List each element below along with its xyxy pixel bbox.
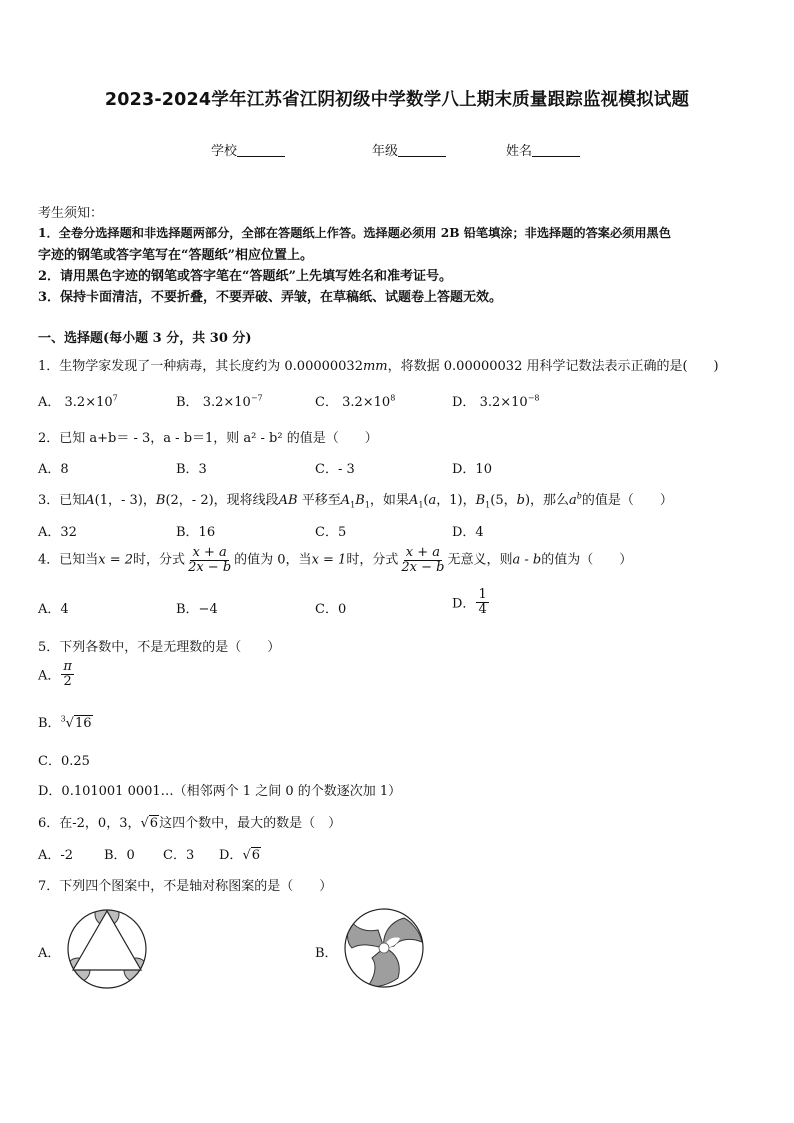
q6-option-d[interactable]: D．√6 — [219, 848, 261, 863]
q5-option-c[interactable]: C．0.25 — [38, 754, 90, 769]
q3-option-a[interactable]: A．32 — [38, 525, 77, 540]
section-heading: 一、选择题(每小题 3 分，共 30 分) — [38, 331, 252, 346]
q7-figure-a[interactable] — [64, 908, 150, 990]
notice-item-1a: 1．全卷分选择题和非选择题两部分，全部在答题纸上作答。选择题必须用 2B 铅笔填涂；非选择题的答案必须用黑色 — [38, 226, 671, 240]
q2-option-a[interactable]: A．8 — [38, 462, 69, 477]
q7-figure-b[interactable] — [342, 908, 426, 988]
q7-option-a-label[interactable]: A． — [38, 946, 61, 961]
notice-heading: 考生须知： — [38, 206, 104, 221]
q3-option-c[interactable]: C．5 — [315, 525, 347, 540]
name-field: 姓名 — [506, 140, 580, 159]
q3-option-b[interactable]: B．16 — [176, 525, 216, 540]
q2-option-b[interactable]: B．3 — [176, 462, 207, 477]
school-blank — [237, 144, 285, 157]
q7-option-b-label[interactable]: B． — [315, 946, 338, 961]
school-field: 学校 — [211, 140, 285, 159]
q6-option-b[interactable]: B．0 — [104, 848, 135, 863]
question-4-stem: 4．已知当x = 2时，分式 $\frac{x + a}{2x - b}$ 的值为 0，当x = 1时，分式 $\frac{x + a}{2x - b}$ 无意义，则a - b的值为（ ） — [38, 545, 633, 575]
q2-option-d[interactable]: D．10 — [452, 462, 492, 477]
triangle — [73, 911, 141, 970]
question-2-stem: 2．已知 a+b＝ - 3，a - b＝1，则 a² - b² 的值是（ ） — [38, 431, 378, 446]
q4-option-a[interactable]: A．4 — [38, 602, 69, 617]
notice-item-1b: 字迹的钢笔或答字笔写在“答题纸”相应位置上。 — [38, 248, 313, 263]
question-6-stem: 6．在-2，0，3，√6这四个数中，最大的数是（ ） — [38, 816, 342, 831]
q4-option-b[interactable]: B．−4 — [176, 602, 218, 617]
notice-item-3: 3．保持卡面清洁，不要折叠，不要弄破、弄皱，在草稿纸、试题卷上答题无效。 — [38, 290, 503, 305]
question-1-stem: 1．生物学家发现了一种病毒，其长度约为 0.00000032mm，将数据 0.00000032 用科学记数法表示正确的是( ) — [38, 359, 719, 374]
center-hub — [379, 943, 389, 953]
q1-option-d[interactable]: D． $3.2\times 10^{-8}$ — [452, 393, 540, 410]
q5-option-a[interactable]: A． $\frac{\pi}{2}$ — [38, 659, 72, 689]
fraction: $\frac{1}{4}$ — [478, 587, 487, 617]
q2-option-c[interactable]: C．- 3 — [315, 462, 355, 477]
radical-icon: √ — [65, 716, 74, 731]
question-3-stem: 3．已知A(1，- 3)，B(2，- 2)，现将线段AB 平移至$A_1B_1$，如果$A_1(a$，1)，$B_1(5$，b)，那么$a^b$的值是（ ） — [38, 491, 673, 510]
radical-icon: √ — [242, 848, 251, 863]
notice-item-2: 2．请用黑色字迹的钢笔或答字笔在“答题纸”上先填写姓名和准考证号。 — [38, 269, 453, 284]
q1-option-b[interactable]: B． $3.2\times 10^{-7}$ — [176, 393, 263, 410]
name-blank — [532, 144, 580, 157]
grade-field: 年级 — [372, 140, 446, 159]
q5-option-b[interactable]: B．$^3$√16 — [38, 714, 92, 731]
fraction: $\frac{x + a}{2x - b}$ — [401, 545, 445, 575]
fraction: $\frac{x + a}{2x - b}$ — [188, 545, 232, 575]
q1-option-a[interactable]: A． $3.2\times 10^7$ — [38, 393, 118, 410]
grade-blank — [398, 144, 446, 157]
q6-option-a[interactable]: A．-2 — [38, 848, 74, 863]
q1-option-c[interactable]: C． $3.2\times 10^8$ — [315, 393, 396, 410]
q6-option-c[interactable]: C．3 — [163, 848, 195, 863]
question-5-stem: 5．下列各数中，不是无理数的是（ ） — [38, 640, 281, 655]
q4-option-c[interactable]: C．0 — [315, 602, 347, 617]
question-7-stem: 7．下列四个图案中，不是轴对称图案的是（ ） — [38, 879, 333, 894]
fraction: $\frac{\pi}{2}$ — [63, 659, 72, 689]
radical-icon: √ — [140, 816, 149, 831]
q3-option-d[interactable]: D．4 — [452, 525, 484, 540]
q5-option-d[interactable]: D．0.101001 0001…（相邻两个 1 之间 0 的个数逐次加 1） — [38, 784, 402, 799]
page-title: 2023-2024学年江苏省江阴初级中学数学八上期末质量跟踪监视模拟试题 — [104, 90, 690, 110]
q4-option-d[interactable]: D． $\frac{1}{4}$ — [452, 587, 487, 617]
